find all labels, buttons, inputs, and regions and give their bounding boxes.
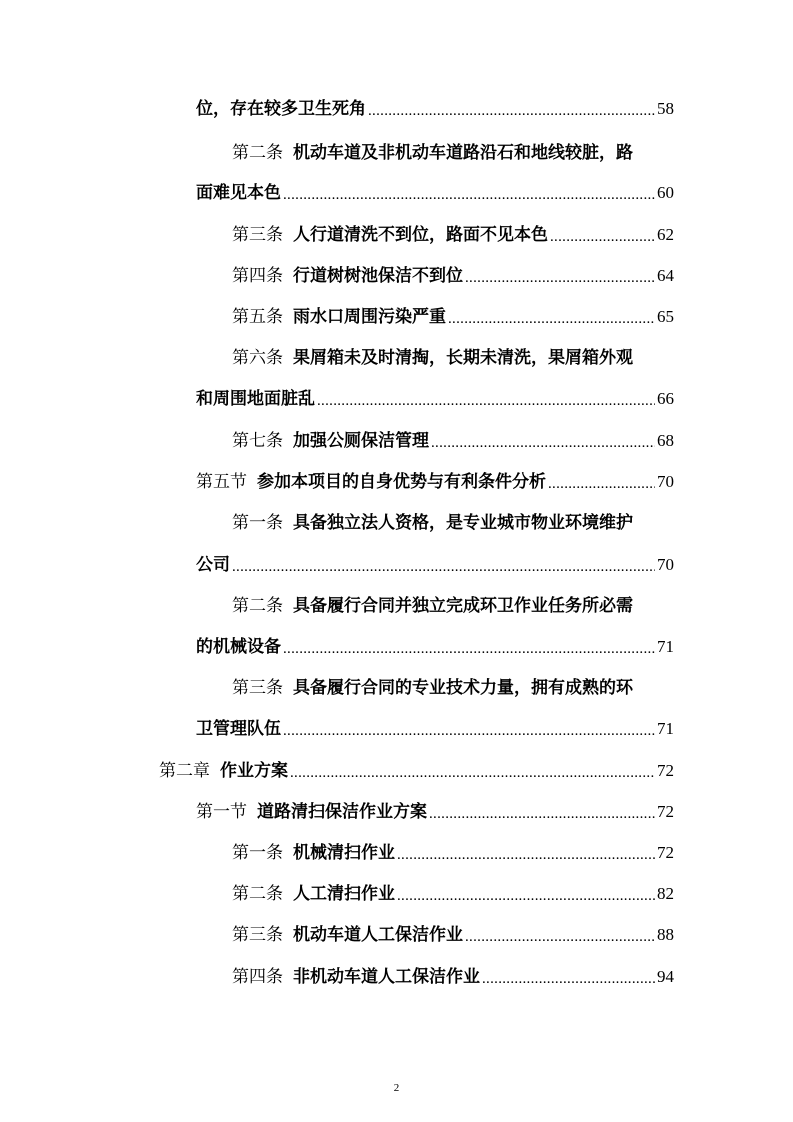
toc-entry-label: 第一条 (232, 513, 283, 533)
toc-entry-text: 加强公厕保洁管理 (293, 431, 429, 451)
toc-entry-section[interactable] (196, 799, 674, 825)
toc-entry[interactable] (232, 263, 674, 289)
toc-entry-text: 公司 (196, 555, 230, 575)
toc-entry-label: 第三条 (232, 925, 283, 945)
toc-entry-label: 第五条 (232, 307, 283, 327)
toc-page-number: 60 (657, 183, 674, 202)
toc-page-number: 72 (657, 802, 674, 821)
toc-leader-dots (550, 226, 655, 248)
toc-page-number: 82 (657, 884, 674, 903)
toc-entry[interactable] (232, 222, 674, 248)
toc-page-number: 64 (657, 266, 674, 285)
toc-entry[interactable] (196, 386, 674, 412)
toc-leader-dots (465, 267, 655, 289)
toc-entry-label: 第七条 (232, 431, 283, 451)
toc-entry-text: 卫管理队伍 (196, 719, 281, 739)
toc-entry-text: 面难见本色 (196, 183, 281, 203)
toc-page-number: 70 (657, 555, 674, 574)
toc-leader-dots (283, 720, 655, 742)
toc-entry-text: 和周围地面脏乱 (196, 389, 315, 409)
toc-page-number: 62 (657, 225, 674, 244)
toc-entry[interactable] (232, 840, 674, 866)
toc-entry-label: 第一节 (196, 802, 247, 822)
toc-entry-label: 第五节 (196, 472, 247, 492)
toc-entry-chapter[interactable] (159, 758, 674, 784)
toc-leader-dots (448, 308, 655, 330)
toc-leader-dots (317, 390, 655, 412)
toc-entry-section[interactable] (196, 469, 674, 495)
toc-entry[interactable] (196, 716, 674, 742)
toc-page-number: 88 (657, 925, 674, 944)
toc-entry-label: 第三条 (232, 678, 283, 698)
toc-leader-dots (232, 556, 655, 578)
toc-entry[interactable] (196, 180, 674, 206)
toc-page-number: 70 (657, 472, 674, 491)
toc-entry-text: 机动车道及非机动车道路沿石和地线较脏，路 (293, 143, 633, 163)
toc-leader-dots (290, 762, 655, 784)
toc-leader-dots (397, 844, 655, 866)
toc-entry-text: 人工清扫作业 (293, 884, 395, 904)
toc-entry-text: 机械清扫作业 (293, 843, 395, 863)
toc-entry-label: 第四条 (232, 266, 283, 286)
toc-entry-text: 行道树树池保洁不到位 (293, 266, 463, 286)
toc-entry-text: 位，存在较多卫生死角 (196, 99, 366, 119)
toc-page-number: 72 (657, 843, 674, 862)
toc-leader-dots (431, 432, 655, 454)
toc-entry-text: 雨水口周围污染严重 (293, 307, 446, 327)
toc-page-number: 66 (657, 389, 674, 408)
toc-leader-dots (368, 100, 655, 122)
toc-page-number: 58 (657, 99, 674, 118)
toc-entry[interactable] (232, 428, 674, 454)
toc-entry[interactable] (196, 96, 674, 122)
toc-entry-text: 非机动车道人工保洁作业 (293, 967, 480, 987)
toc-entry-wrapped[interactable] (232, 593, 633, 619)
toc-entry-wrapped[interactable] (232, 345, 633, 371)
toc-entry-label: 第四条 (232, 967, 283, 987)
toc-entry-wrapped[interactable] (232, 140, 633, 166)
toc-entry-text: 具备独立法人资格，是专业城市物业环境维护 (293, 513, 633, 533)
toc-entry-label: 第六条 (232, 348, 283, 368)
toc-entry[interactable] (232, 881, 674, 907)
toc-entry-text: 的机械设备 (196, 637, 281, 657)
toc-page-number: 94 (657, 967, 674, 986)
toc-entry-label: 第一条 (232, 843, 283, 863)
toc-entry-wrapped[interactable] (232, 510, 633, 536)
toc-page-number: 71 (657, 637, 674, 656)
page-number-footer: 2 (393, 1082, 400, 1094)
toc-leader-dots (548, 473, 655, 495)
toc-entry-text: 作业方案 (220, 761, 288, 781)
toc-entry-text: 参加本项目的自身优势与有利条件分析 (257, 472, 546, 492)
toc-leader-dots (429, 803, 655, 825)
toc-leader-dots (397, 885, 655, 907)
toc-entry-label: 第二条 (232, 596, 283, 616)
toc-entry-text: 具备履行合同的专业技术力量，拥有成熟的环 (293, 678, 633, 698)
toc-entry-label: 第三条 (232, 225, 283, 245)
toc-entry-wrapped[interactable] (232, 675, 633, 701)
toc-entry[interactable] (232, 964, 674, 990)
toc-entry-label: 第二条 (232, 884, 283, 904)
toc-entry[interactable] (196, 552, 674, 578)
toc-page-number: 65 (657, 307, 674, 326)
toc-entry-text: 人行道清洗不到位，路面不见本色 (293, 225, 548, 245)
toc-entry[interactable] (232, 304, 674, 330)
toc-leader-dots (283, 184, 655, 206)
toc-entry-label: 第二条 (232, 143, 283, 163)
toc-entry-label: 第二章 (159, 761, 210, 781)
toc-entry-text: 果屑箱未及时清掏，长期未清洗，果屑箱外观 (293, 348, 633, 368)
toc-leader-dots (482, 968, 655, 990)
toc-entry[interactable] (196, 634, 674, 660)
toc-page-number: 68 (657, 431, 674, 450)
toc-entry-text: 机动车道人工保洁作业 (293, 925, 463, 945)
toc-entry[interactable] (232, 922, 674, 948)
toc-leader-dots (465, 926, 655, 948)
toc-entry-text: 具备履行合同并独立完成环卫作业任务所必需 (293, 596, 633, 616)
toc-page-number: 72 (657, 761, 674, 780)
toc-leader-dots (283, 638, 655, 660)
toc-entry-text: 道路清扫保洁作业方案 (257, 802, 427, 822)
toc-page-number: 71 (657, 719, 674, 738)
